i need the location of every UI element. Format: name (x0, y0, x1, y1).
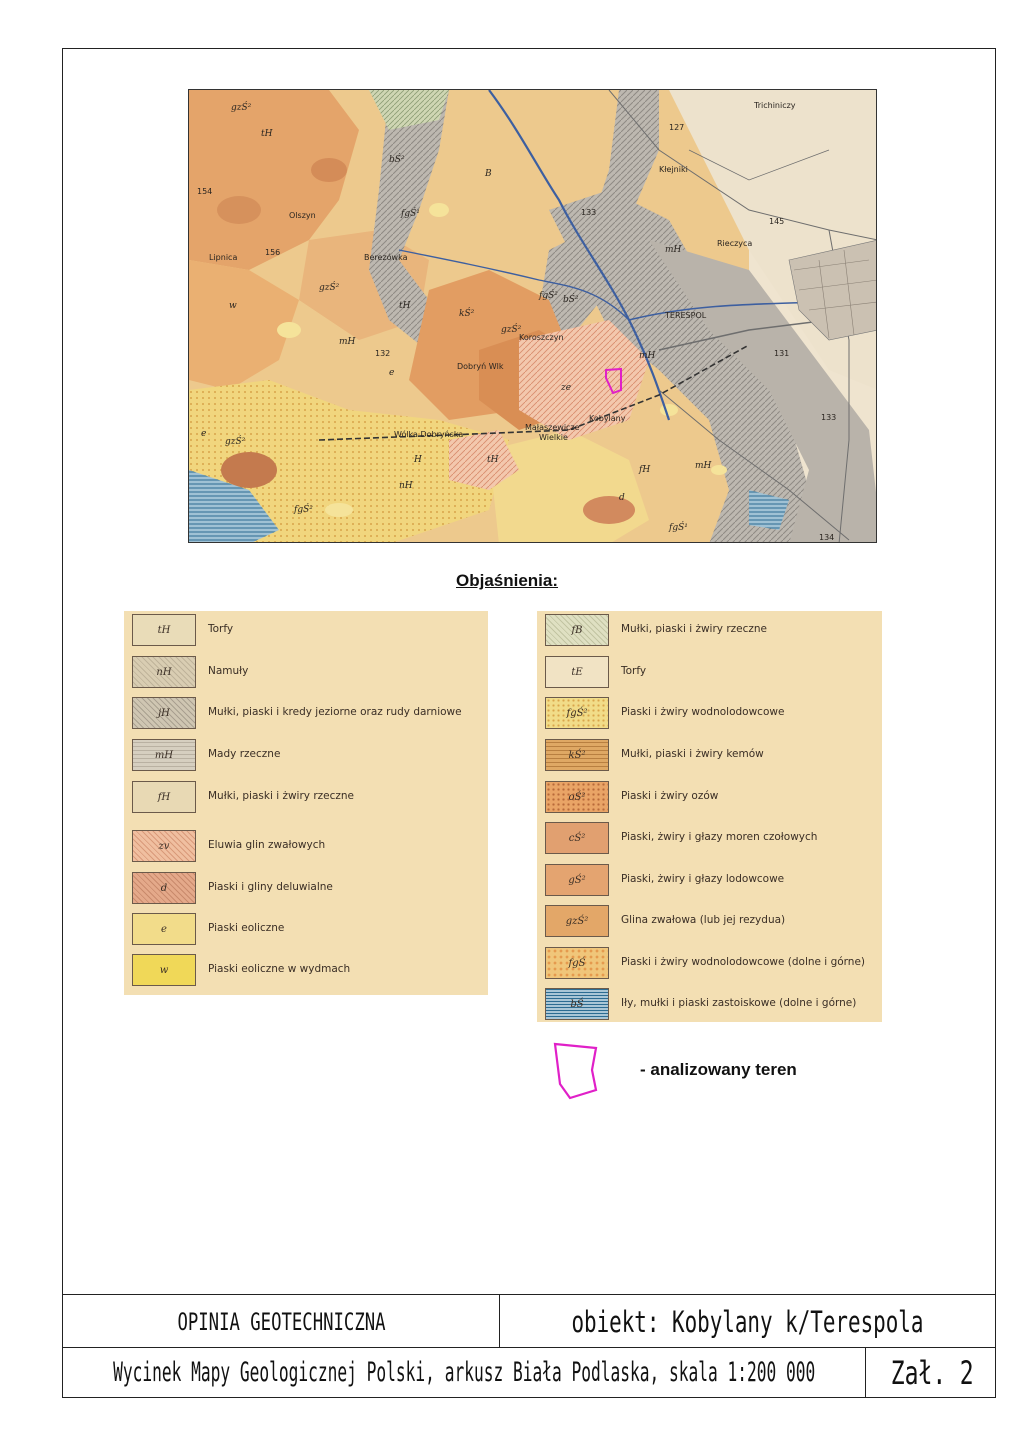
svg-text:156: 156 (265, 248, 281, 257)
legend-row (124, 781, 488, 815)
svg-text:gzŚ²: gzŚ² (225, 437, 246, 447)
svg-text:mH: mH (665, 245, 682, 255)
svg-text:tH: tH (399, 301, 411, 311)
legend-symbol: nH (156, 666, 172, 678)
legend-panel-right (537, 611, 882, 1022)
svg-text:fgŚ²: fgŚ² (539, 291, 558, 301)
legend-swatch (132, 954, 196, 986)
legend-label: Mady rzeczne (208, 748, 281, 760)
annex-cell (866, 1348, 995, 1397)
legend-swatch (545, 656, 609, 688)
legend-symbol: fgŚ (568, 957, 586, 969)
geological-map (188, 89, 877, 543)
legend-label: Iły, mułki i piaski zastoiskowe (dolne i górne) (621, 997, 857, 1009)
svg-text:154: 154 (197, 187, 213, 196)
legend-label: Eluwia glin zwałowych (208, 839, 326, 851)
svg-text:w: w (229, 301, 237, 311)
site-outline-legend-icon (552, 1040, 602, 1109)
legend-row (537, 656, 882, 690)
legend-title: Objaśnienia: (456, 571, 559, 590)
legend-row (124, 913, 488, 947)
svg-text:fgŚ²: fgŚ² (294, 505, 313, 515)
svg-text:nH: nH (399, 481, 413, 491)
legend-row (124, 872, 488, 906)
legend-row (124, 739, 488, 773)
annex-label: Zał. (890, 1353, 947, 1392)
svg-text:134: 134 (819, 533, 835, 542)
legend-label: Torfy (208, 623, 234, 635)
svg-text:Rieczyca: Rieczyca (717, 239, 753, 248)
svg-text:fgŚ¹: fgŚ¹ (669, 523, 688, 533)
svg-text:bŚ²: bŚ² (389, 155, 405, 165)
legend-swatch (545, 988, 609, 1020)
legend-swatch (545, 739, 609, 771)
legend-label: Mułki, piaski i żwiry rzeczne (621, 623, 768, 635)
legend-swatch (132, 739, 196, 771)
legend-symbol: e (161, 923, 167, 935)
svg-text:tH: tH (261, 129, 273, 139)
legend-label: Piaski i żwiry ozów (621, 790, 719, 802)
map-image (189, 90, 877, 543)
legend-label: Piaski i żwiry wodnolodowcowe (621, 706, 785, 718)
legend-row (124, 954, 488, 988)
object-cell (500, 1295, 995, 1348)
legend-label: Piaski eoliczne w wydmach (208, 963, 351, 975)
legend-swatch (132, 656, 196, 688)
legend-swatch (545, 822, 609, 854)
legend-label: Namuły (208, 665, 249, 677)
svg-text:Lipnica: Lipnica (209, 253, 238, 262)
legend-swatch (132, 872, 196, 904)
svg-text:Małaszewicze: Małaszewicze (525, 423, 580, 432)
svg-text:e: e (389, 368, 395, 378)
svg-text:Olszyn: Olszyn (289, 211, 316, 220)
legend-label: Glina zwałowa (lub jej rezydua) (621, 914, 786, 926)
legend-swatch (545, 614, 609, 646)
description-cell (63, 1348, 866, 1397)
legend-symbol: cŚ² (568, 832, 586, 844)
legend-row (124, 697, 488, 731)
legend-symbol: gŚ² (568, 874, 586, 886)
svg-text:B: B (485, 169, 492, 179)
svg-text:fgŚ¹: fgŚ¹ (401, 209, 420, 219)
legend-label: Piaski i gliny deluwialne (208, 881, 333, 893)
legend-symbol: jH (158, 707, 170, 719)
legend-swatch (132, 781, 196, 813)
legend-symbol: fgŚ² (566, 707, 588, 719)
svg-text:tH: tH (487, 455, 499, 465)
legend-panel-left (124, 611, 488, 995)
legend-swatch (545, 697, 609, 729)
legend-row (537, 697, 882, 731)
legend-row (537, 739, 882, 773)
document-type: OPINIA GEOTECHNICZNA (176, 1307, 386, 1336)
legend-symbol: w (159, 964, 169, 976)
svg-text:Trichiniczy: Trichiniczy (754, 101, 796, 110)
legend-swatch (132, 830, 196, 862)
legend-label: Mułki, piaski i żwiry rzeczne (208, 790, 355, 802)
svg-text:Berezówka: Berezówka (364, 253, 408, 262)
legend-swatch (545, 781, 609, 813)
svg-text:Kłejniki: Kłejniki (659, 165, 688, 174)
svg-text:132: 132 (375, 349, 391, 358)
legend-row (537, 781, 882, 815)
legend-swatch (545, 905, 609, 937)
legend-label: Mułki, piaski i żwiry kemów (621, 748, 764, 760)
legend-label: Piaski i żwiry wodnolodowcowe (dolne i górne) (621, 956, 865, 968)
svg-text:mH: mH (639, 351, 656, 361)
legend-label: Mułki, piaski i kredy jeziorne oraz rudy darniowe (208, 706, 462, 718)
legend-row (124, 830, 488, 864)
legend-swatch (132, 697, 196, 729)
legend-swatch (132, 614, 196, 646)
svg-text:Kobylany: Kobylany (589, 414, 626, 423)
svg-text:Dobryń Wlk: Dobryń Wlk (457, 362, 504, 371)
legend-label: Torfy (621, 665, 647, 677)
legend-symbol: d (160, 882, 168, 894)
legend-symbol: mH (154, 749, 174, 761)
svg-text:fH: fH (639, 465, 651, 475)
svg-text:133: 133 (581, 208, 597, 217)
map-description: Wycinek Mapy Geologicznej Polski, arkusz Biała Podlaska, skala 1:200 000 (112, 1357, 816, 1388)
title-block-row-2 (62, 1347, 996, 1398)
svg-text:mH: mH (695, 461, 712, 471)
legend-row (537, 988, 882, 1022)
svg-text:bŚ²: bŚ² (563, 295, 579, 305)
legend-row (537, 614, 882, 648)
legend-label: Piaski eoliczne (208, 922, 285, 934)
svg-text:Wólka Dobryńska: Wólka Dobryńska (394, 430, 464, 439)
object-name: obiekt: Kobylany k/Terespola (571, 1304, 924, 1339)
svg-text:gzŚ²: gzŚ² (501, 325, 522, 335)
annex-number: 2 (959, 1353, 974, 1392)
legend-symbol: zv (158, 840, 170, 852)
legend-symbol: oŚ² (568, 791, 586, 803)
svg-text:ze: ze (561, 383, 572, 393)
svg-text:e: e (201, 429, 207, 439)
document-type-cell (63, 1295, 500, 1348)
svg-text:133: 133 (821, 413, 837, 422)
legend-row (537, 822, 882, 856)
legend-symbol: tH (157, 624, 171, 636)
svg-text:gzŚ²: gzŚ² (319, 283, 340, 293)
legend-label: Piaski, żwiry i głazy lodowcowe (621, 873, 785, 885)
svg-text:H: H (414, 455, 422, 465)
svg-text:TERESPOL: TERESPOL (665, 311, 707, 320)
legend-swatch (132, 913, 196, 945)
svg-text:131: 131 (774, 349, 790, 358)
legend-symbol: gzŚ² (565, 915, 589, 927)
site-legend-label: - analizowany teren (640, 1060, 797, 1079)
legend-row (537, 864, 882, 898)
legend-symbol: bŚ (570, 998, 584, 1010)
legend-label: Piaski, żwiry i głazy moren czołowych (621, 831, 818, 843)
legend-symbol: fH (157, 791, 171, 803)
legend-swatch (545, 947, 609, 979)
legend-row (537, 905, 882, 939)
svg-text:145: 145 (769, 217, 785, 226)
title-block-row-1 (62, 1294, 996, 1348)
svg-text:127: 127 (669, 123, 685, 132)
legend-symbol: kŚ² (568, 749, 586, 761)
svg-text:kŚ²: kŚ² (459, 309, 475, 319)
legend-swatch (545, 864, 609, 896)
svg-text:gzŚ²: gzŚ² (231, 103, 252, 113)
svg-text:Wielkie: Wielkie (539, 433, 568, 442)
svg-text:Koroszczyn: Koroszczyn (519, 333, 564, 342)
legend-row (124, 656, 488, 690)
legend-row (537, 947, 882, 981)
svg-text:d: d (619, 493, 625, 503)
legend-row (124, 614, 488, 648)
svg-text:mH: mH (339, 337, 356, 347)
legend-symbol: fB (571, 624, 583, 636)
legend-symbol: tE (571, 666, 583, 678)
